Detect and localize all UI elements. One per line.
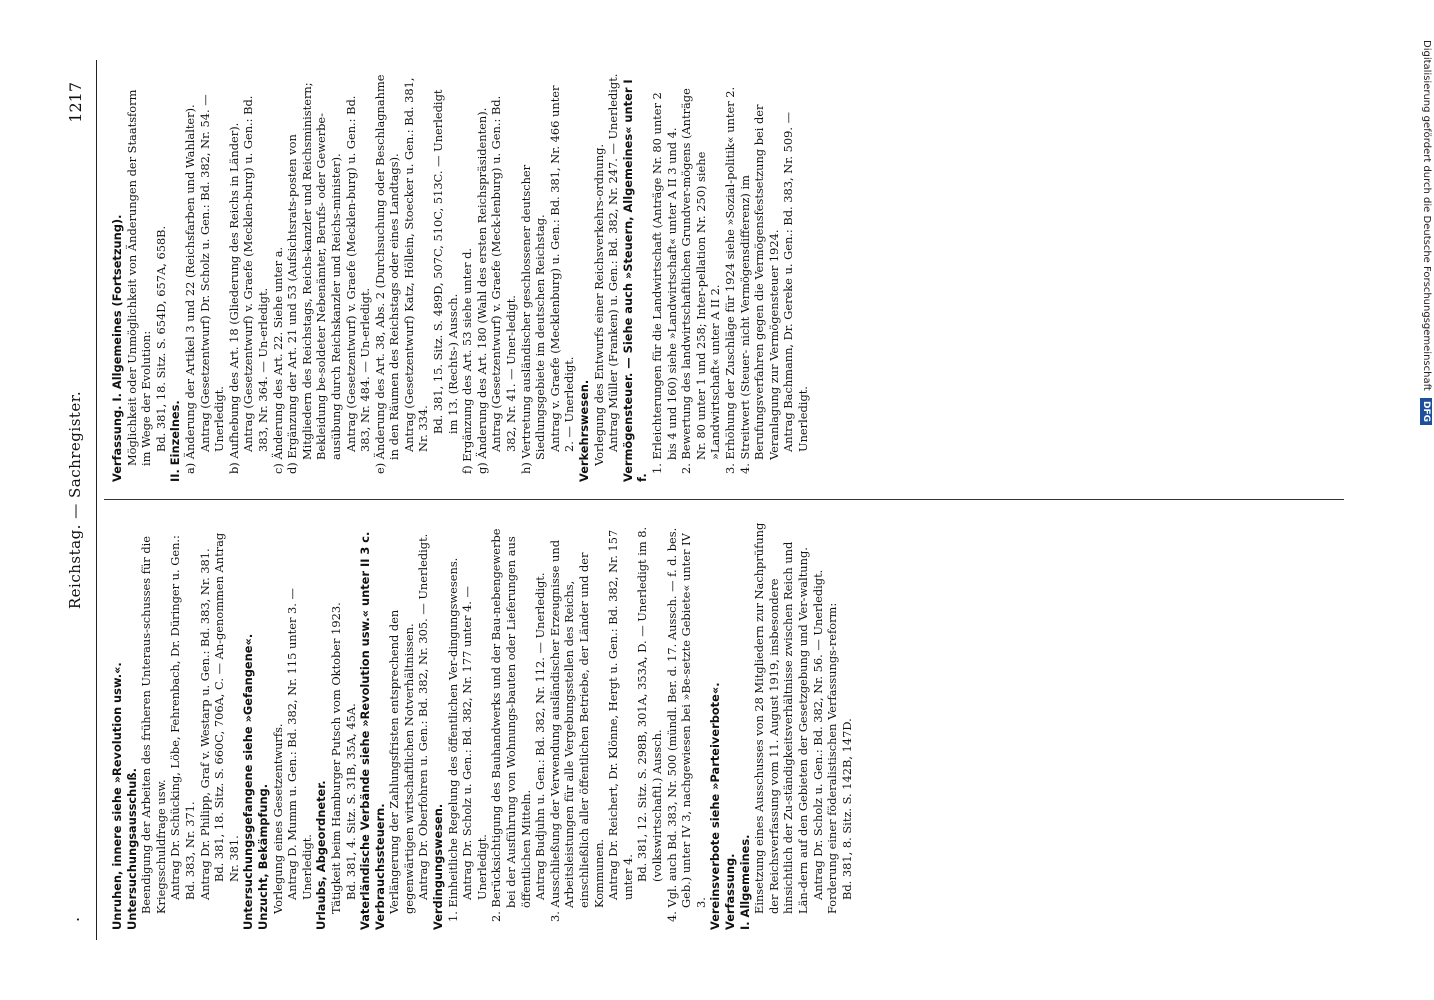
left-column-heading: Vereinsverbote siehe »Parteiverbote«. bbox=[708, 682, 723, 930]
dfg-logo: DFG bbox=[1420, 398, 1432, 425]
running-header bbox=[60, 60, 100, 940]
left-column-entry: Verlängerung der Zahlungsfristen entsprechend den gegenwärtigen wirtschaftlichen Notverhältnissen. bbox=[387, 609, 416, 914]
right-column-entry: 2. Bewertung des landwirtschaftlichen Grundver-mögens (Anträge Nr. 80 unter 1 und 258; Inter-pellation Nr. 250) siehe »Landwirtschaft« unter A II 2. bbox=[679, 88, 723, 474]
left-column-entry: 2. Berücksichtigung des Bauhandwerks und der Bau-nebengewerbe bei der Ausführung von Wohnungs-bauten oder Lieferungen aus öffentlichen Mitteln. bbox=[489, 528, 533, 922]
right-column-entry: Antrag Bachmann, Dr. Gereke u. Gen.: Bd. 383, Nr. 509. — Unerledigt. bbox=[781, 111, 810, 452]
right-column-heading: II. Einzelnes. bbox=[168, 400, 183, 482]
right-column-entry: Vorlegung des Entwurfs einer Reichsverkehrs-ordnung. bbox=[591, 144, 606, 466]
left-column-heading: Unruhen, innere siehe »Revolution usw.«. bbox=[110, 662, 124, 930]
left-column-entry: Bd. 381, 4. Sitz. S. 31B, 35A, 45A. bbox=[343, 703, 358, 900]
right-column-entry: Antrag (Gesetzentwurf) v. Graefe (Meck-lenburg) u. Gen.: Bd. 382, Nr. 41. — Uner-ledigt. bbox=[489, 95, 519, 452]
left-column-entry: Forderung einer föderalistischen Verfassungs-reform: bbox=[825, 602, 840, 914]
left-column-entry: Antrag Dr. Scholz u. Gen.: Bd. 382, Nr. 177 unter 4. — Unerledigt. bbox=[460, 586, 489, 900]
left-column-entry: 3. Ausschließung der Verwendung ausländischer Erzeugnisse und Arbeitsleistungen für alle Vergebungsstellen des Reichs, einschließlich aller öffentlichen Betriebe, der Länder und der Kommunen. bbox=[547, 539, 606, 922]
left-column-entry: 4. Vgl. auch Bd. 383, Nr. 500 (mündl. Ber. d. 17. Aussch. — f. d. bes. Geb.) unter IV 3, nachgewiesen bei »Be-setzte Gebiete« unter IV 3. bbox=[664, 527, 708, 922]
left-column-entry: Antrag Dr. Reichert, Dr. Klönne, Hergt u. Gen.: Bd. 382, Nr. 157 unter 4. bbox=[606, 529, 635, 900]
left-column-entry: Antrag D. Mumm u. Gen.: Bd. 382, Nr. 115 unter 3. — Unerledigt. bbox=[285, 588, 314, 900]
right-column-entry: c) Änderung des Art. 22. Siehe unter a. bbox=[270, 246, 285, 474]
left-column-entry: Tätigkeit beim Hamburger Putsch vom Oktober 1923. bbox=[328, 602, 343, 914]
right-column-entry: h) Vertretung ausländischer geschlossener deutscher Siedlungsgebiete im deutschen Reichstag. bbox=[518, 164, 548, 474]
right-column-entry: Bd. 381, 18. Sitz. S. 654D, 657A, 658B. bbox=[153, 225, 168, 452]
header-mark: . bbox=[64, 916, 83, 922]
right-column-entry: Antrag Müller (Franken) u. Gen.: Bd. 382, Nr. 247. — Unerledigt. bbox=[606, 73, 621, 452]
right-column-entry: Möglichkeit oder Unmöglichkeit von Änderungen der Staatsform im Wege der Evolution: bbox=[124, 89, 154, 466]
left-column-heading: Untersuchungsausschuß. bbox=[124, 768, 139, 930]
left-column-entry: Einsetzung eines Ausschusses von 28 Mitgliedern zur Nachprüfung der Reichsverfassung vom 11. August 1919, insbesondere hinsichtlich der Zu-ständigkeitsverhältnisse zwischen Reich und Län-dern auf den Gebieten der Gesetzgebung und Ver-waltung. bbox=[752, 522, 810, 914]
right-column-entry: f) Ergänzung des Art. 53 siehe unter d. bbox=[460, 247, 475, 474]
right-column-entry: Antrag (Gesetzentwurf) v. Graefe (Mecklen-burg) u. Gen.: Bd. 383, Nr. 364. — Un-erledigt. bbox=[241, 95, 270, 452]
right-column bbox=[110, 72, 811, 482]
right-column-entry: Antrag v. Graefe (Mecklenburg) u. Gen.: Bd. 381, Nr. 466 unter 2. — Unerledigt. bbox=[547, 85, 577, 452]
header-title: Reichstag. — Sachregister. bbox=[66, 390, 84, 610]
rotated-register-sheet bbox=[60, 60, 1360, 940]
right-column-entry: a) Änderung der Artikel 3 und 22 (Reichsfarben und Wahlalter). bbox=[182, 104, 197, 474]
column-divider bbox=[104, 499, 1344, 500]
left-column-heading: Untersuchungsgefangene siehe »Gefangene«. bbox=[241, 633, 256, 930]
digitization-note bbox=[1402, 40, 1432, 520]
left-column-entry: Beendigung der Arbeiten des früheren Unteraus-schusses für die Kriegsschuldfrage usw. bbox=[139, 535, 168, 914]
right-column-entry: Antrag (Gesetzentwurf) v. Graefe (Mecklen-burg) u. Gen.: Bd. 383, Nr. 484. — Un-erledigt. bbox=[343, 95, 373, 452]
left-column-entry: Antrag Budjuhn u. Gen.: Bd. 382, Nr. 112. — Unerledigt. bbox=[533, 572, 548, 900]
left-column-heading: I. Allgemeines. bbox=[737, 834, 752, 930]
left-column-heading: Verdingungswesen. bbox=[431, 803, 446, 930]
left-column-entry: Bd. 381, 8. Sitz. S. 142B, 147D. bbox=[839, 718, 854, 900]
right-column-heading: Vermögensteuer. — Siehe auch »Steuern, Allgemeines« unter I f. bbox=[620, 79, 650, 482]
right-column-entry: Antrag (Gesetzentwurf) Dr. Scholz u. Gen.: Bd. 382, Nr. 54. — Unerledigt. bbox=[197, 94, 227, 452]
left-column-entry: Bd. 381, 12. Sitz. S. 298B, 301A, 353A, D. — Unerledigt im 8. (volkswirtschaftl.) Aussch. bbox=[635, 526, 664, 882]
right-column-entry: b) Aufhebung des Art. 18 (Gliederung des Reichs in Länder). bbox=[226, 122, 241, 474]
left-column-heading: Vaterländische Verbände siehe »Revolution usw.« unter II 3 c. bbox=[358, 531, 373, 930]
right-column-entry: 3. Erhöhung der Zuschläge für 1924 siehe »Sozial-politik« unter 2. bbox=[722, 86, 737, 474]
left-column-heading: Verfassung. bbox=[722, 853, 737, 930]
right-column-entry: 4. Streitwert (Steuer- nicht Vermögensdifferenz) im Berufungsverfahren gegen die Vermögensfestsetzung bei der Veranlagung zur Vermögensteuer 1924. bbox=[737, 104, 781, 474]
right-column-entry: 1. Erleichterungen für die Landwirtschaft (Anträge Nr. 80 unter 2 bis 4 und 160) siehe »Landwirtschaft« unter A II 3 und 4. bbox=[649, 92, 679, 474]
right-column-heading: Verfassung. I. Allgemeines (Fortsetzung). bbox=[110, 214, 124, 482]
digitization-text: Digitalisierung gefördert durch die Deutsche Forschungsgemeinschaft bbox=[1421, 40, 1432, 391]
left-column-entry: Antrag Dr. Schücking, Löbe, Fehrenbach, Dr. Düringer u. Gen.: Bd. 383, Nr. 371. bbox=[168, 535, 197, 900]
left-column-heading: Unzucht, Bekämpfung. bbox=[255, 783, 270, 930]
right-column-entry: g) Änderung des Art. 180 (Wahl des ersten Reichspräsidenten). bbox=[474, 107, 489, 474]
left-column-entry: Antrag Dr. Oberfohren u. Gen.: Bd. 382, Nr. 305. — Unerledigt. bbox=[416, 533, 431, 900]
right-column-entry: d) Ergänzung der Art. 21 und 53 (Aufsichtsrats-posten von Mitgliedern des Reichstags, Reichs-kanzler und Reichsministern; Bekleidung be-soldeter Nebenämter, Berufs- oder Gewerbe-ausübung durch Reichskanzler und Reichs-minister). bbox=[285, 82, 343, 474]
header-rule bbox=[96, 60, 97, 940]
right-column-entry: Bd. 381, 15. Sitz. S. 489D, 507C, 510C, 513C. — Unerledigt im 13. (Rechts-) Aussch. bbox=[431, 89, 460, 434]
right-column-entry: Antrag (Gesetzentwurf) Katz, Höllein, Stoecker u. Gen.: Bd. 381, Nr. 334. bbox=[401, 77, 431, 452]
left-column-heading: Urlaubs, Abgeordneter. bbox=[314, 780, 329, 930]
left-column bbox=[110, 520, 854, 930]
right-column-heading: Verkehrswesen. bbox=[577, 379, 591, 482]
left-column-entry: Vorlegung eines Gesetzentwurfs. bbox=[270, 723, 285, 914]
right-column-entry: e) Änderung des Art. 38, Abs. 2 (Durchsuchung oder Beschlagnahme in den Räumen des Reichstags oder eines Landtags). bbox=[372, 74, 402, 474]
left-column-entry: Antrag Dr. Scholz u. Gen.: Bd. 382, Nr. 56. — Unerledigt. bbox=[810, 569, 825, 900]
left-column-entry: 1. Einheitliche Regelung des öffentlichen Ver-dingungswesens. bbox=[445, 557, 460, 922]
left-column-entry: Antrag Dr. Philipp, Graf v. Westarp u. Gen.: Bd. 383, Nr. 381. bbox=[197, 548, 212, 900]
page-number: 1217 bbox=[66, 82, 85, 123]
left-column-heading: Verbrauchssteuern. bbox=[372, 803, 387, 930]
left-column-entry: Bd. 381, 18. Sitz. S. 660C, 706A, C. — An-genommen Antrag Nr. 381. bbox=[212, 532, 241, 882]
